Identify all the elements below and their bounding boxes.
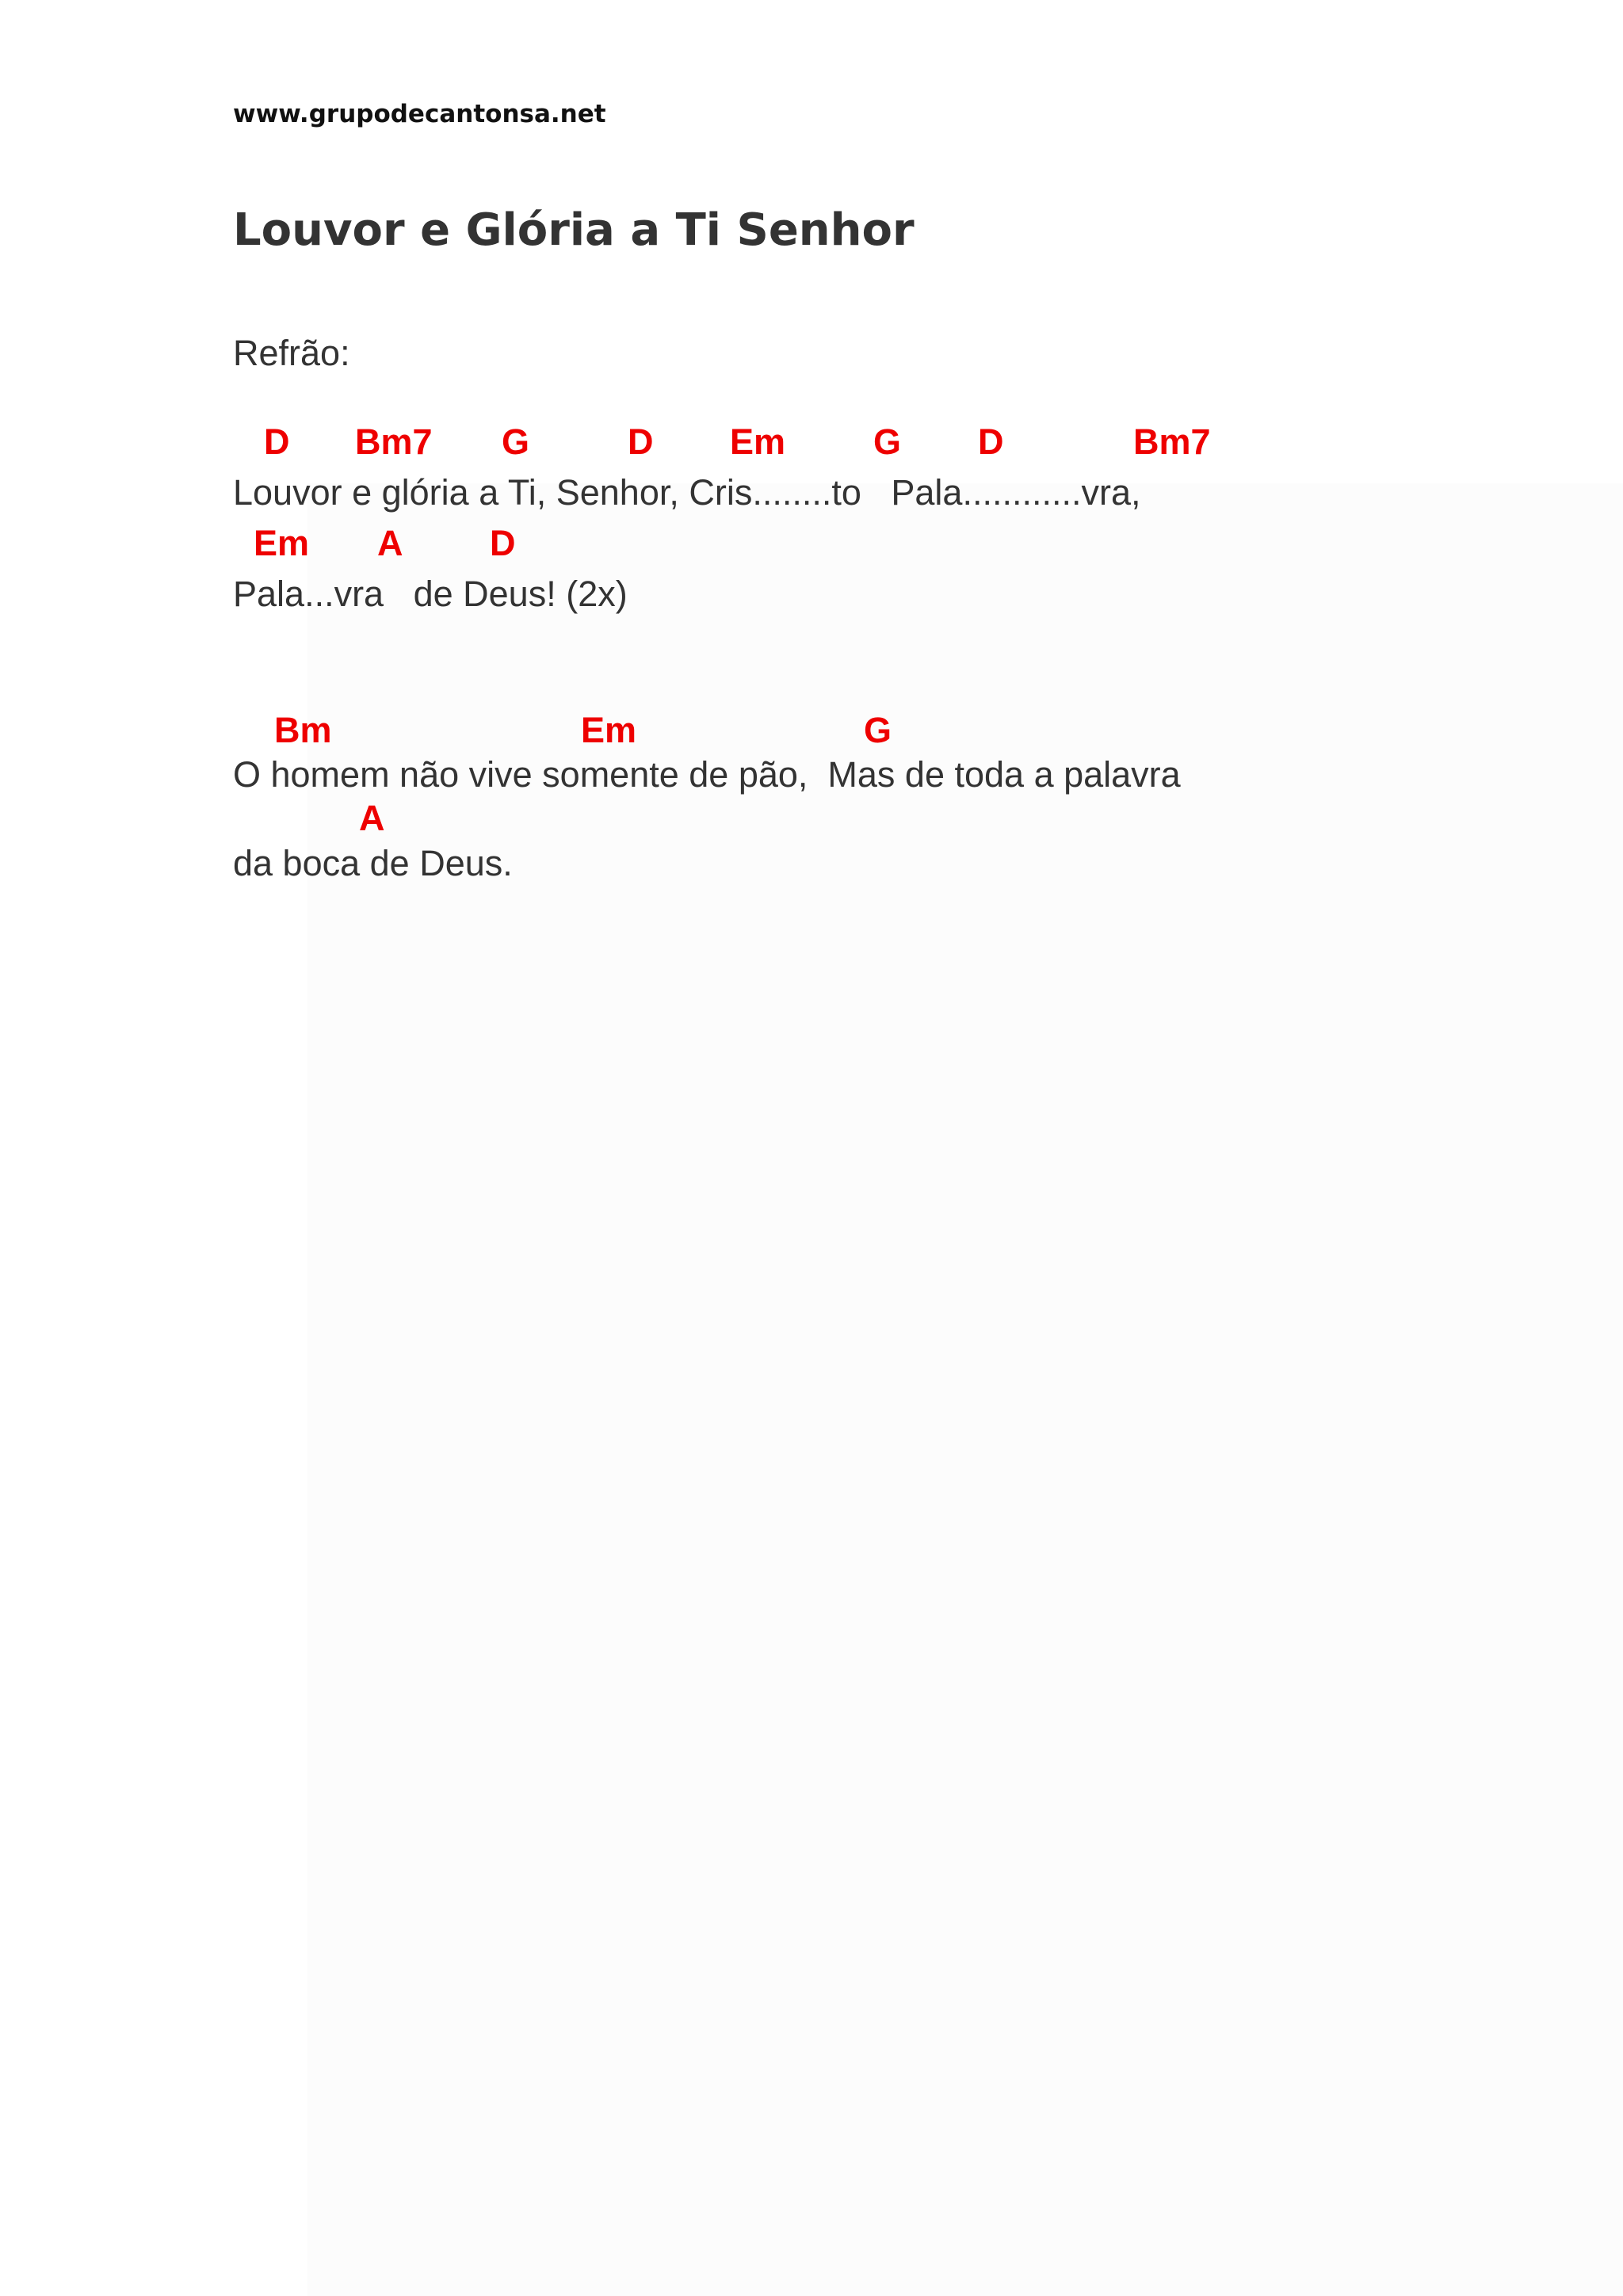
website-url: www.grupodecantonsa.net — [233, 100, 606, 128]
chord: D — [978, 421, 1004, 462]
refrain-label: Refrão: — [233, 333, 350, 373]
chord: Em — [254, 523, 310, 563]
chord: D — [490, 523, 516, 563]
chord: D — [628, 421, 654, 462]
chord: G — [873, 421, 902, 462]
chord: Bm — [274, 710, 332, 750]
lyric-line: Pala...vra de Deus! (2x) — [233, 574, 628, 614]
chord: A — [359, 798, 385, 838]
lyric-line: da boca de Deus. — [233, 843, 513, 883]
chord: Bm7 — [355, 421, 433, 462]
chord: Bm7 — [1133, 421, 1211, 462]
chord: G — [502, 421, 530, 462]
chord: A — [377, 523, 403, 563]
chord: Em — [730, 421, 786, 462]
song-title: Louvor e Glória a Ti Senhor — [233, 204, 915, 256]
chord: D — [264, 421, 290, 462]
chord: G — [864, 710, 892, 750]
chord: Em — [581, 710, 637, 750]
lyric-line: O homem não vive somente de pão, Mas de toda a palavra — [233, 754, 1181, 795]
lyric-line: Louvor e glória a Ti, Senhor, Cris........to Pala............vra, — [233, 472, 1141, 513]
